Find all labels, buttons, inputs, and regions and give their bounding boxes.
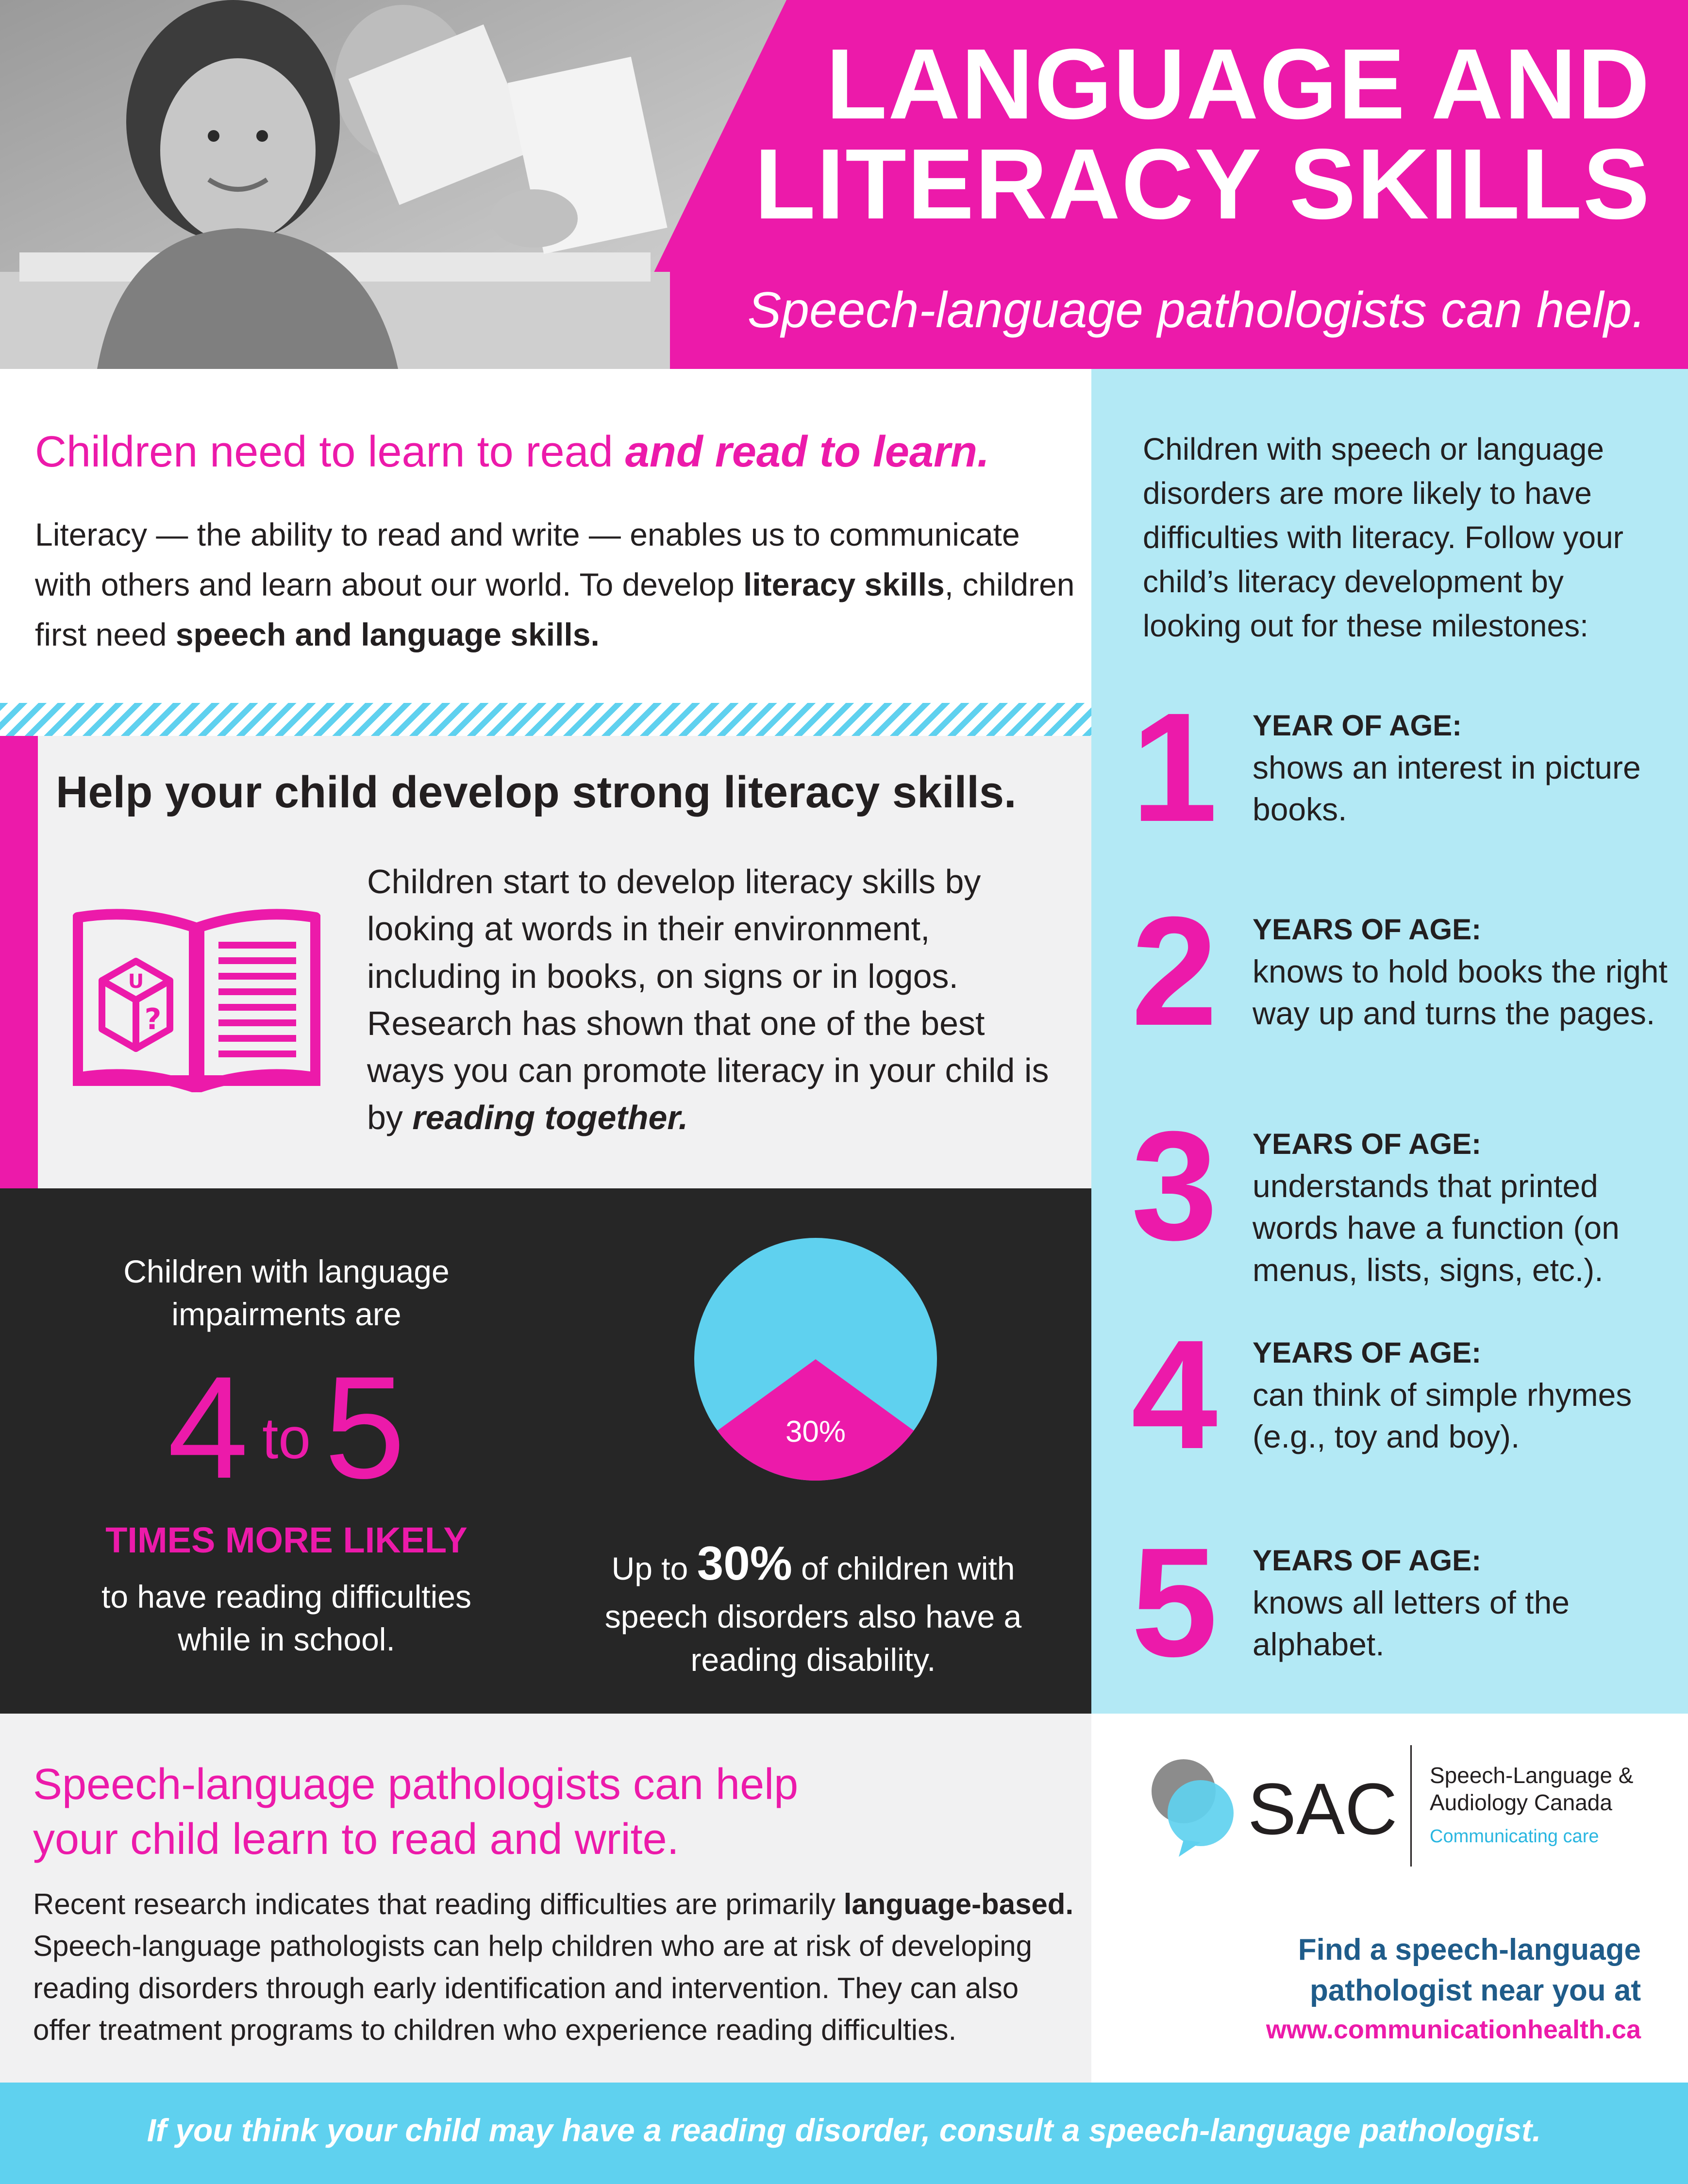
pie-label: 30% <box>785 1415 846 1449</box>
stat1-text: to have reading difficulties while in school. <box>101 1579 471 1658</box>
milestone-heading: YEARS OF AGE: <box>1253 913 1482 946</box>
milestone-heading: YEARS OF AGE: <box>1253 1336 1482 1369</box>
stat1-big-number <box>73 1346 500 1509</box>
milestone-number: 5 <box>1131 1515 1218 1689</box>
intro-text-1: Literacy — the ability to read and write — enables us to communicate with others and learn about our world. To develop <box>35 517 1020 602</box>
milestone-text: knows to hold books the right way up and turns the pages. <box>1253 953 1668 1032</box>
svg-text:U: U <box>128 970 144 993</box>
logo-divider <box>1410 1745 1412 1867</box>
stat2-suffix: of children with speech disorders also have a reading disability. <box>604 1550 1022 1678</box>
stat1-to: 5 <box>324 1346 405 1509</box>
open-book-icon <box>73 908 320 1092</box>
milestone-number: 2 <box>1131 884 1218 1058</box>
page-title-line1: LANGUAGE AND <box>826 28 1651 140</box>
milestone-number: 4 <box>1131 1307 1218 1481</box>
slp-title-line1: Speech-language pathologists can help <box>33 1760 799 1809</box>
help-text-emphasis: reading together. <box>412 1099 688 1137</box>
stripe-divider <box>0 703 1091 736</box>
lead-heading <box>35 427 1084 477</box>
stat1-from: 4 <box>167 1346 249 1509</box>
slp-title <box>33 1757 1053 1867</box>
slp-title-line2: your child learn to read and write. <box>33 1815 679 1864</box>
slp-text-post: Speech-language pathologists can help children who are at risk of developing reading disorders through early identification and intervention. They can also offer treatment programs to children who experience reading difficulties. <box>33 1930 1033 2047</box>
help-title: Help your child develop strong literacy skills. <box>56 767 1017 817</box>
milestone-heading: YEAR OF AGE: <box>1253 709 1462 742</box>
slp-paragraph <box>33 1884 1082 2051</box>
milestone-text: knows all letters of the alphabet. <box>1253 1584 1570 1663</box>
intro-paragraph <box>35 510 1079 660</box>
milestone-4 <box>1131 1307 1680 1482</box>
milestone-heading: YEARS OF AGE: <box>1253 1128 1482 1160</box>
stat2-text <box>570 1532 1056 1681</box>
milestone-2 <box>1131 884 1680 1058</box>
help-box-accent-bar <box>0 736 38 1188</box>
milestone-text: understands that printed words have a function (on menus, lists, signs, etc.). <box>1253 1168 1620 1288</box>
lead-plain: Children need to learn to read <box>35 428 625 476</box>
milestone-number: 3 <box>1131 1099 1218 1272</box>
milestone-3 <box>1131 1099 1680 1288</box>
slp-text-pre: Recent research indicates that reading difficulties are primarily <box>33 1888 844 1920</box>
stat1-intro: Children with language impairments are <box>123 1253 450 1333</box>
milestone-1 <box>1131 680 1680 854</box>
pie-chart <box>692 1235 939 1483</box>
milestone-text: shows an interest in picture books. <box>1253 750 1641 828</box>
milestones-intro: Children with speech or language disorders are more likely to have difficulties with literacy. Follow your child’s literacy development by looking out for these milestones: <box>1143 432 1623 643</box>
help-paragraph <box>367 858 1066 1142</box>
page-title <box>719 28 1651 240</box>
find-slp-text <box>1121 1930 1641 2012</box>
sac-logo-icon <box>1150 1752 1237 1859</box>
org-tagline: Communicating care <box>1430 1826 1599 1847</box>
stat1-label: TIMES MORE LIKELY <box>105 1520 468 1560</box>
org-name-line1: Speech-Language & <box>1430 1763 1634 1788</box>
intro-bold-2: speech and language skills. <box>175 616 600 652</box>
milestone-text: can think of simple rhymes (e.g., toy and boy). <box>1253 1377 1632 1455</box>
stat1-to-word: to <box>262 1406 311 1471</box>
milestone-5 <box>1131 1515 1680 1689</box>
svg-text:?: ? <box>144 1002 162 1036</box>
org-name-line2: Audiology Canada <box>1430 1790 1612 1815</box>
stat2-prefix: Up to <box>611 1550 697 1586</box>
lead-emphasis: and read to learn. <box>625 428 989 476</box>
help-text-plain: Children start to develop literacy skills by looking at words in their environment, including in books, on signs or in logos. Research has shown that one of the best ways you can promote literacy in your child is by <box>367 863 1049 1137</box>
find-line2: pathologist near you at <box>1309 1974 1641 2008</box>
page-subtitle: Speech-language pathologists can help. <box>747 282 1646 338</box>
stat2-value: 30% <box>697 1536 792 1590</box>
page-title-line2: LITERACY SKILLS <box>754 128 1651 240</box>
intro-bold-1: literacy skills <box>743 566 945 602</box>
sac-logo-text: SAC <box>1248 1768 1398 1850</box>
website-link[interactable]: www.communicationhealth.ca <box>1266 2015 1641 2044</box>
slp-text-bold: language-based. <box>843 1888 1074 1920</box>
milestone-number: 1 <box>1131 680 1218 854</box>
footer-text: If you think your child may have a reading disorder, consult a speech-language pathologist. <box>147 2112 1541 2148</box>
find-line1: Find a speech-language <box>1298 1933 1641 1967</box>
milestone-heading: YEARS OF AGE: <box>1253 1544 1482 1577</box>
intro-text-2: , children first need <box>35 566 1075 652</box>
